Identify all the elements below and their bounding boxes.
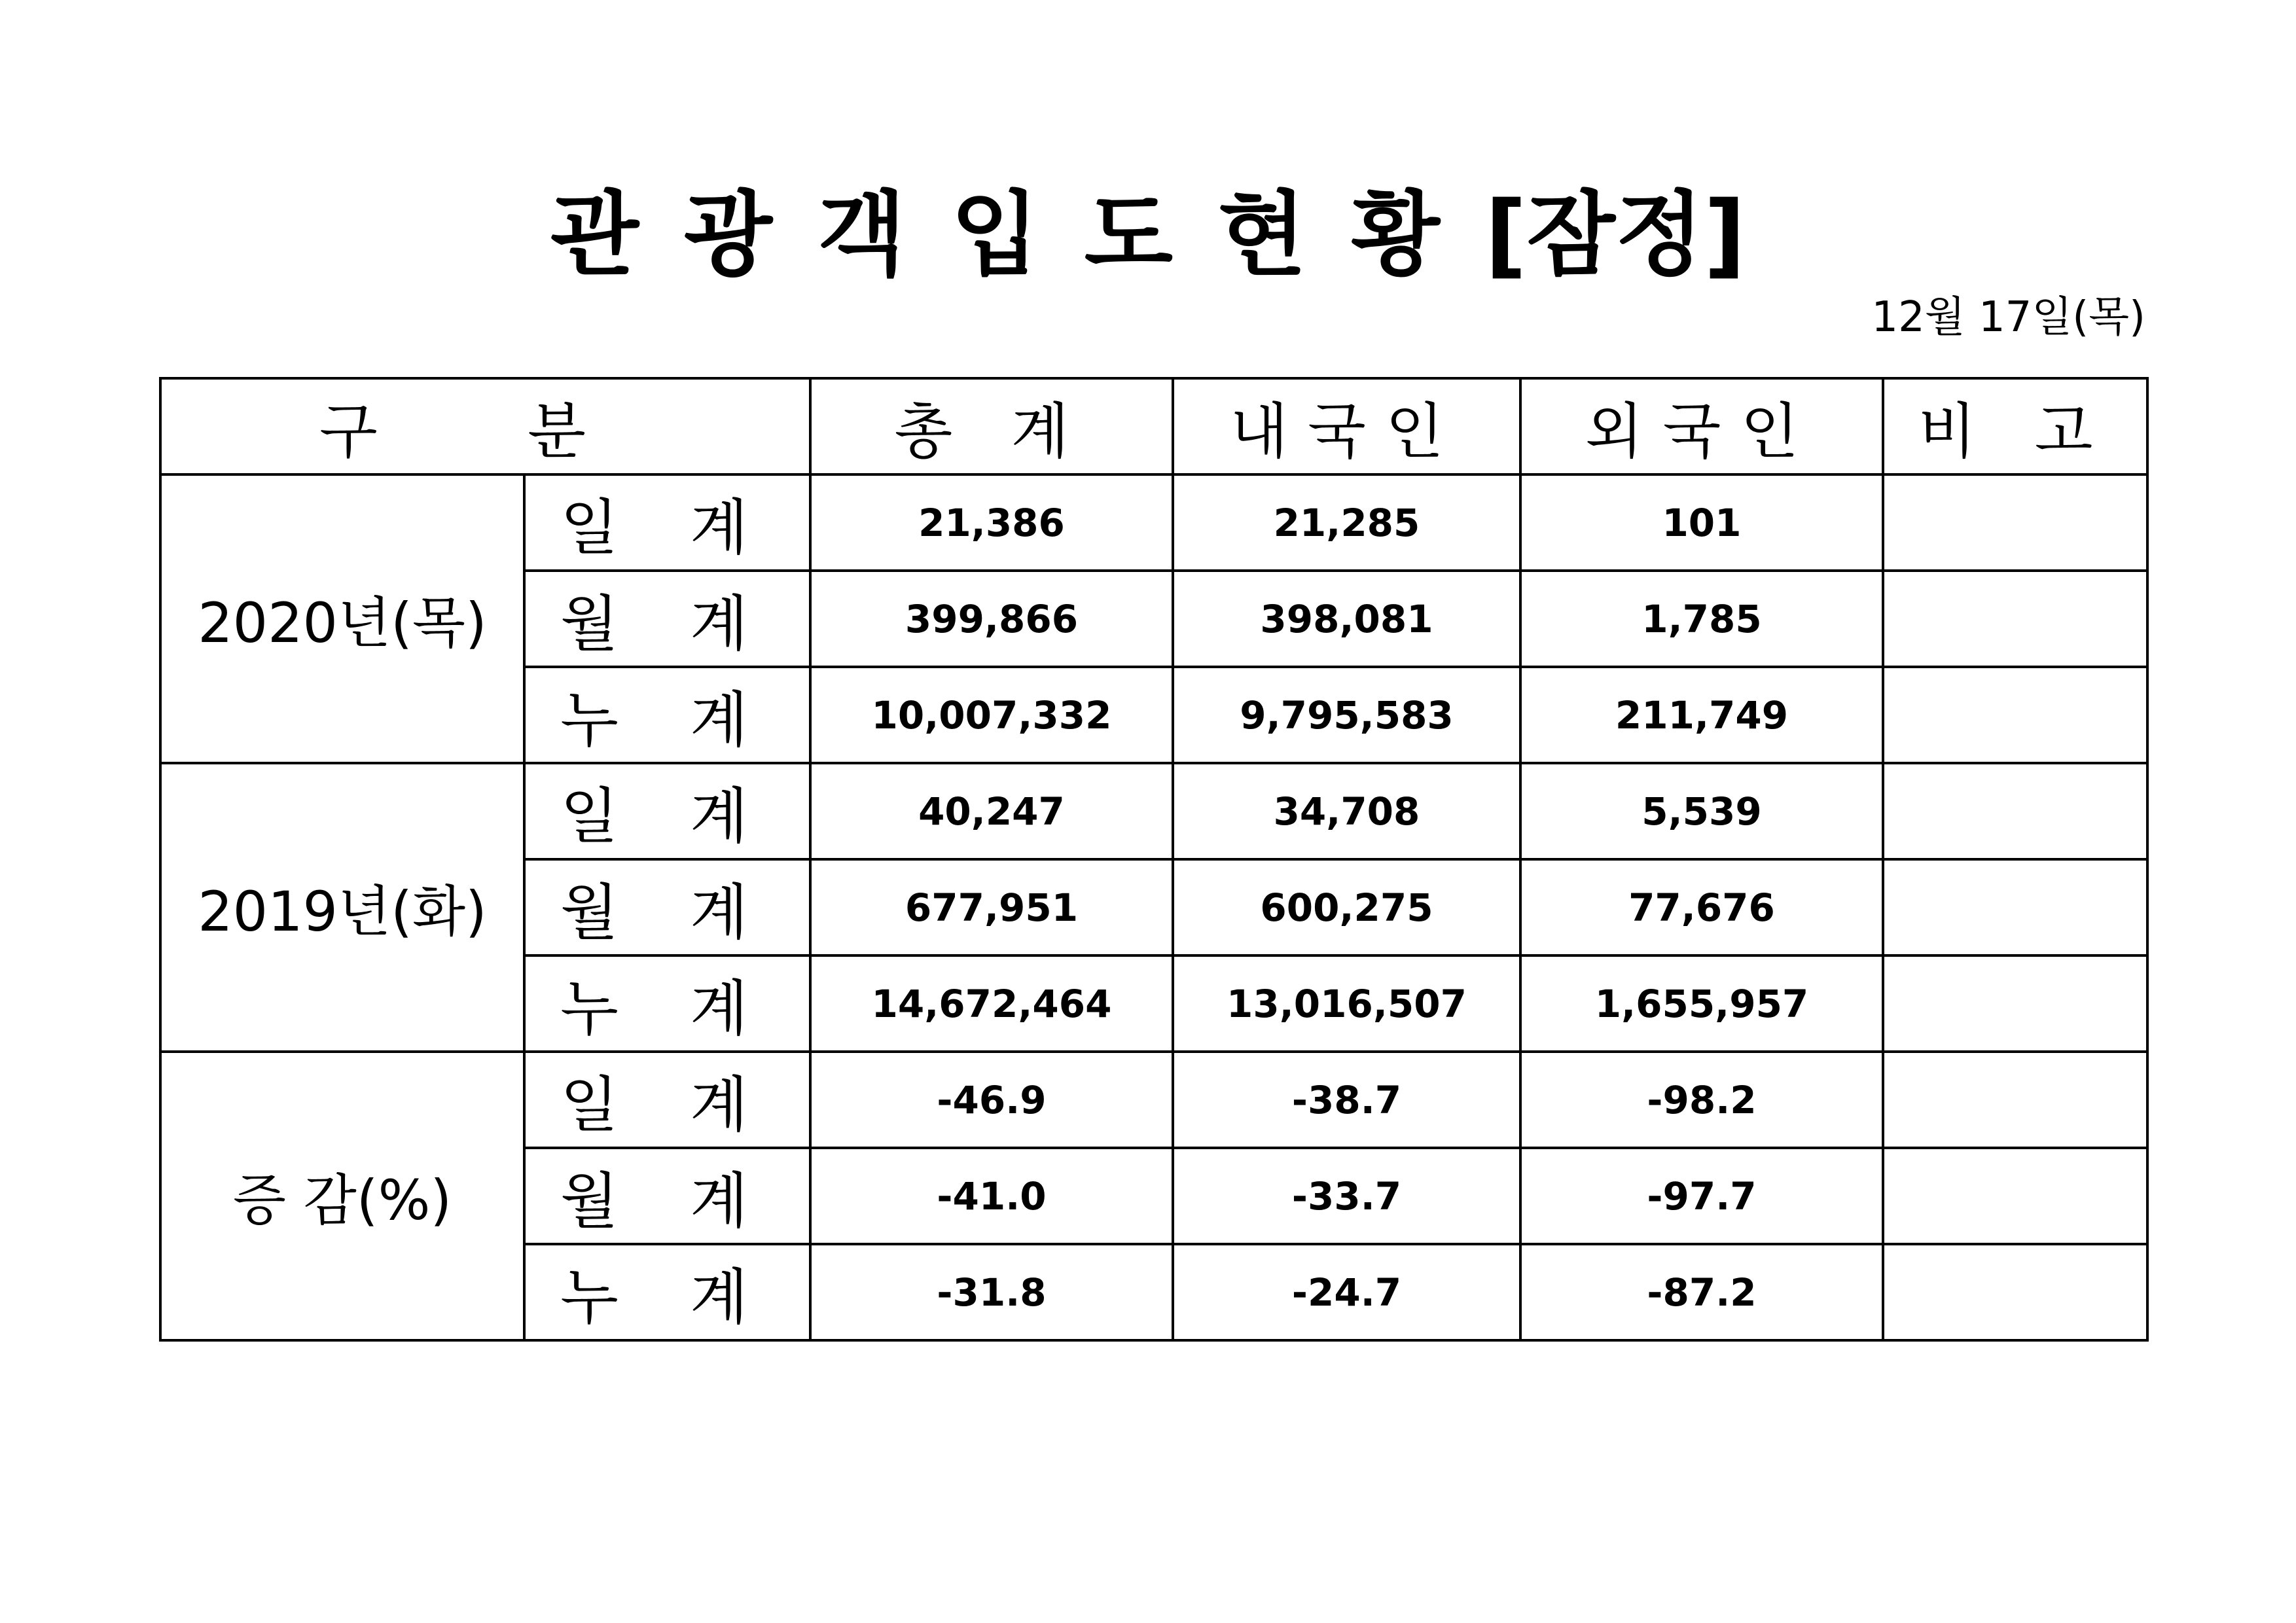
domestic-value: 21,285	[1173, 474, 1520, 571]
note-value	[1883, 763, 2147, 859]
foreign-value: 101	[1520, 474, 1883, 571]
total-value: 14,672,464	[810, 955, 1173, 1052]
note-value	[1883, 859, 2147, 955]
note-value	[1883, 667, 2147, 763]
row-label: 누 계	[524, 955, 810, 1052]
row-label: 누 계	[524, 667, 810, 763]
header-total: 총 계	[810, 378, 1173, 474]
domestic-value: 398,081	[1173, 571, 1520, 667]
total-value: 40,247	[810, 763, 1173, 859]
note-value	[1883, 1244, 2147, 1340]
header-note: 비 고	[1883, 378, 2147, 474]
row-label: 일 계	[524, 1052, 810, 1148]
row-label: 일 계	[524, 474, 810, 571]
header-domestic: 내국인	[1173, 378, 1520, 474]
domestic-value: -24.7	[1173, 1244, 1520, 1340]
note-value	[1883, 1148, 2147, 1244]
row-label: 월 계	[524, 859, 810, 955]
domestic-value: -38.7	[1173, 1052, 1520, 1148]
note-value	[1883, 955, 2147, 1052]
note-value	[1883, 571, 2147, 667]
total-value: -41.0	[810, 1148, 1173, 1244]
total-value: 10,007,332	[810, 667, 1173, 763]
foreign-value: 1,785	[1520, 571, 1883, 667]
page-title: 관 광 객 입 도 현 황 [잠정]	[550, 182, 1746, 289]
foreign-value: -87.2	[1520, 1244, 1883, 1340]
table-row	[160, 474, 2147, 571]
total-value: -46.9	[810, 1052, 1173, 1148]
group-label: 2020년(목)	[160, 474, 524, 763]
table-header-row	[160, 378, 2147, 474]
foreign-value: 5,539	[1520, 763, 1883, 859]
domestic-value: 13,016,507	[1173, 955, 1520, 1052]
group-label: 2019년(화)	[160, 763, 524, 1052]
group-label: 증 감(%)	[160, 1052, 524, 1340]
row-label: 월 계	[524, 1148, 810, 1244]
header-category: 구 분	[160, 378, 810, 474]
total-value: 399,866	[810, 571, 1173, 667]
row-label: 일 계	[524, 763, 810, 859]
foreign-value: -97.7	[1520, 1148, 1883, 1244]
total-value: 677,951	[810, 859, 1173, 955]
foreign-value: 211,749	[1520, 667, 1883, 763]
total-value: 21,386	[810, 474, 1173, 571]
total-value: -31.8	[810, 1244, 1173, 1340]
table-row	[160, 763, 2147, 859]
table-row	[160, 1052, 2147, 1148]
domestic-value: 9,795,583	[1173, 667, 1520, 763]
domestic-value: 600,275	[1173, 859, 1520, 955]
header-foreign: 외국인	[1520, 378, 1883, 474]
note-value	[1883, 1052, 2147, 1148]
row-label: 월 계	[524, 571, 810, 667]
foreign-value: 77,676	[1520, 859, 1883, 955]
foreign-value: 1,655,957	[1520, 955, 1883, 1052]
domestic-value: -33.7	[1173, 1148, 1520, 1244]
report-date: 12월 17일(목)	[1871, 293, 2145, 342]
domestic-value: 34,708	[1173, 763, 1520, 859]
tourist-arrivals-table	[159, 377, 2149, 1342]
foreign-value: -98.2	[1520, 1052, 1883, 1148]
note-value	[1883, 474, 2147, 571]
row-label: 누 계	[524, 1244, 810, 1340]
